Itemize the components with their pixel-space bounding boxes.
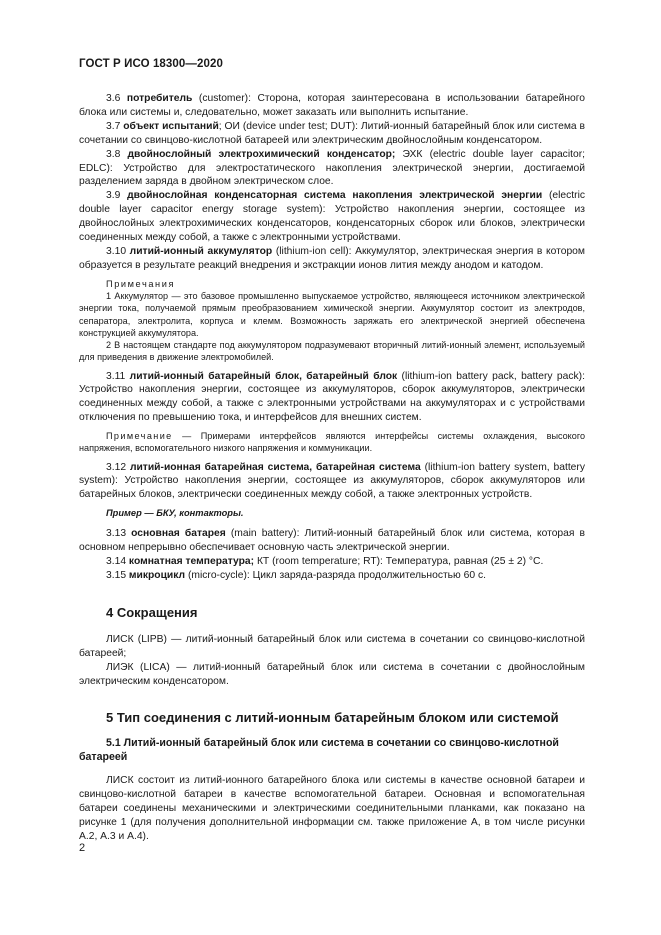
definition-3-14: 3.14 комнатная температура; КТ (room temperature; RT): Температура, равная (25 ± 2) °С. bbox=[106, 555, 544, 567]
section-4-title: 4 Сокращения bbox=[106, 604, 198, 620]
note-1: 1 Аккумулятор — это базовое промышленно выпускаемое устройство, являющееся источником электрической энергии тока, получаемой прямым преобразованием химической энергии. Аккумулятор состоит из электродов, сепаратора, электролита, корпуса и клемм. Возможность заряжать его электрической энергией обеспечена конструкцией аккумулятора. bbox=[79, 291, 585, 338]
definition-3-6: 3.6 потребитель (customer): Сторона, которая заинтересована в использовании батарейного блока или системы и, следовательно, может заказать или выполнить испытание. bbox=[79, 93, 585, 118]
section-5-title: 5 Тип соединения с литий-ионным батарейным блоком или системой bbox=[106, 710, 559, 726]
note-2: 2 В настоящем стандарте под аккумулятором подразумевают вторичный литий-ионный элемент, используемый для приведения в движение электромобилей. bbox=[79, 340, 585, 363]
example-text: Пример — БКУ, контакторы. bbox=[106, 508, 244, 519]
definition-3-10: 3.10 литий-ионный аккумулятор (lithium-ion cell): Аккумулятор, электрическая энергия в котором образуется в результате реакций внедрения и экстракции ионов лития между анодом и катодом. bbox=[79, 245, 585, 271]
notes-heading: Примечания bbox=[106, 278, 176, 289]
document-header: ГОСТ Р ИСО 18300—2020 bbox=[79, 58, 224, 70]
page-content bbox=[79, 92, 585, 844]
definition-3-8: 3.8 двойнослойный электрохимический конденсатор; ЭХК (electric double layer capacitor; EDLC): Устройство для электростатического накопления электрической энергии, достигаемой разделением заряда в двойном электрическом слое. bbox=[79, 148, 585, 188]
definition-3-12: 3.12 литий-ионная батарейная система, батарейная система (lithium-ion battery system, battery system): Устройство накопления энергии, состоящее из аккумуляторов, сборок аккумуляторов или батарейных блоков, электрически соединенных между собой, а также электронных устройств. bbox=[79, 461, 585, 501]
definition-3-7: 3.7 объект испытаний; ОИ (device under test; DUT): Литий-ионный батарейный блок или система в сочетании со свинцово-кислотной батареей или электрическим двойнослойным конденсатором. bbox=[79, 120, 585, 146]
abbr-lica: ЛИЭК (LICA) — литий-ионный батарейный блок или система в сочетании с двойнослойным электрическим конденсатором. bbox=[79, 661, 585, 687]
definition-3-11: 3.11 литий-ионный батарейный блок, батарейный блок (lithium-ion battery pack, battery pack): Устройство накопления энергии, состоящее из аккумуляторов, сборок аккумуляторов, электрически соединенных между собой, а также с электронными устройствами на аккумуляторах и с устройствами отключения по превышению тока, и интерфейсов для внешних систем. bbox=[79, 370, 585, 424]
page-number: 2 bbox=[79, 842, 86, 854]
definition-3-9: 3.9 двойнослойная конденсаторная система накопления электрической энергии (electric double layer capacitor energy storage system): Устройство накопления энергии, состоящее из двойнослойных электрохимических конденсаторов, конденсаторных сборок или блоков, электрически соединенных между собой, а также с электронными устройствами. bbox=[79, 190, 586, 244]
note-interfaces: Примечание — Примерами интерфейсов являются интерфейсы системы охлаждения, высокого напряжения, вспомогательного низкого напряжения и коммуникации. bbox=[79, 431, 585, 454]
definition-3-15: 3.15 микроцикл (micro-cycle): Цикл заряда-разряда продолжительностью 60 с. bbox=[106, 569, 486, 581]
section-5-1-body: ЛИСК состоит из литий-ионного батарейного блока или системы в качестве основной батареи и свинцово-кислотной батареи в качестве вспомогательной батареи. Основная и вспомогательная батареи соединены механическими и электрическими соединительными планками, как показано на рисунке 1 (для получения дополнительной информации см. также приложение А, в том числе рисунки А.2, А.3 и А.4). bbox=[79, 775, 585, 843]
abbr-lipb: ЛИСК (LIPB) — литий-ионный батарейный блок или система в сочетании со свинцово-кислотной батареей; bbox=[79, 633, 585, 659]
definition-3-13: 3.13 основная батарея (main battery): Литий-ионный батарейный блок или система, которая в основном непрерывно обеспечивает основную часть электрической энергии. bbox=[79, 528, 585, 554]
subsection-5-1-title: 5.1 Литий-ионный батарейный блок или система в сочетании со свинцово-кислотной батареей bbox=[79, 737, 559, 764]
